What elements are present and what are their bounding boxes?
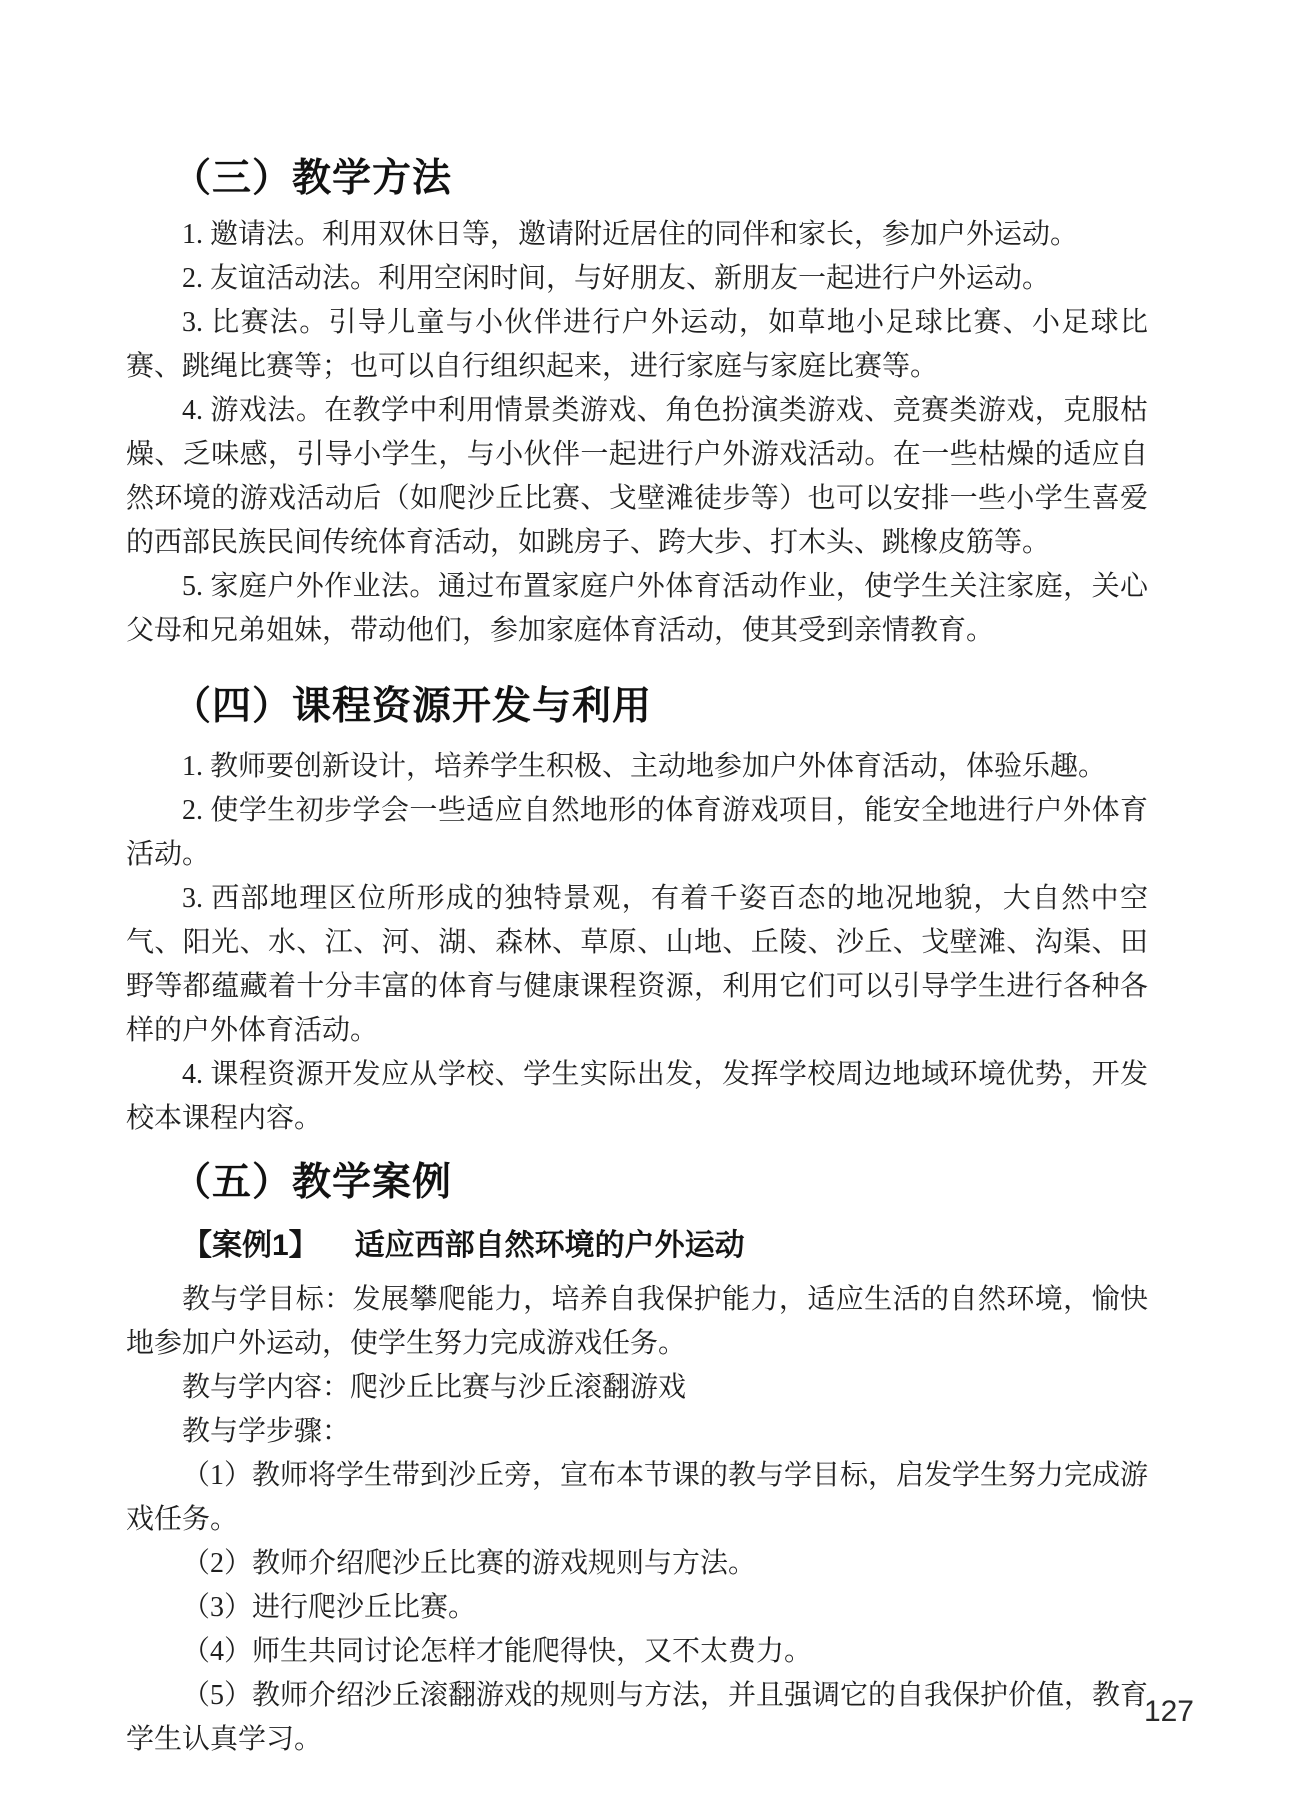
page-number: 127 xyxy=(1143,1695,1194,1728)
paragraph: 3. 西部地理区位所形成的独特景观，有着千姿百态的地况地貌，大自然中空气、阳光、水、江、河、湖、森林、草原、山地、丘陵、沙丘、戈壁滩、沟渠、田野等都蕴藏着十分丰富的体育与健康课程资源，利用它们可以引导学生进行各种各样的户外体育活动。 xyxy=(126,883,1148,1046)
paragraph: （5）教师介绍沙丘滚翻游戏的规则与方法，并且强调它的自我保护价值，教育学生认真学习。 xyxy=(126,1680,1149,1755)
case-1-title: 适应西部自然环境的户外运动 xyxy=(354,1229,745,1262)
paragraph: （4）师生共同讨论怎样才能爬得快，又不太费力。 xyxy=(182,1636,813,1667)
paragraph: 1. 邀请法。利用双休日等，邀请附近居住的同伴和家长，参加户外运动。 xyxy=(182,219,1079,250)
paragraph: 3. 比赛法。引导儿童与小伙伴进行户外运动，如草地小足球比赛、小足球比赛、跳绳比赛等；也可以自行组织起来，进行家庭与家庭比赛等。 xyxy=(126,307,1148,382)
paragraph: 教与学内容：爬沙丘比赛与沙丘滚翻游戏 xyxy=(182,1372,687,1403)
paragraph: 2. 友谊活动法。利用空闲时间，与好朋友、新朋友一起进行户外运动。 xyxy=(182,263,1051,294)
paragraph: 教与学步骤： xyxy=(182,1416,351,1447)
paragraph: （3）进行爬沙丘比赛。 xyxy=(182,1592,477,1623)
paragraph: （2）教师介绍爬沙丘比赛的游戏规则与方法。 xyxy=(182,1548,757,1579)
text-block xyxy=(126,0,1148,1762)
paragraph: 4. 课程资源开发应从学校、学生实际出发，发挥学校周边地域环境优势，开发校本课程内容。 xyxy=(126,1059,1148,1134)
case-1-label: 【案例1】 xyxy=(182,1229,319,1262)
heading-teaching-cases: （五）教学案例 xyxy=(172,1161,453,1204)
paragraph: 教与学目标：发展攀爬能力，培养自我保护能力，适应生活的自然环境，愉快地参加户外运动，使学生努力完成游戏任务。 xyxy=(126,1284,1148,1359)
heading-curriculum-resources: （四）课程资源开发与利用 xyxy=(172,685,653,728)
case-1-heading xyxy=(126,1226,1148,1266)
paragraph: （1）教师将学生带到沙丘旁，宣布本节课的教与学目标，启发学生努力完成游戏任务。 xyxy=(126,1460,1149,1535)
heading-teaching-methods: （三）教学方法 xyxy=(172,157,453,200)
paragraph: 5. 家庭户外作业法。通过布置家庭户外体育活动作业，使学生关注家庭，关心父母和兄弟姐妹，带动他们，参加家庭体育活动，使其受到亲情教育。 xyxy=(126,571,1148,646)
paragraph: 4. 游戏法。在教学中利用情景类游戏、角色扮演类游戏、竞赛类游戏，克服枯燥、乏味感，引导小学生，与小伙伴一起进行户外游戏活动。在一些枯燥的适应自然环境的游戏活动后（如爬沙丘比赛、戈壁滩徒步等）也可以安排一些小学生喜爱的西部民族民间传统体育活动，如跳房子、跨大步、打木头、跳橡皮筋等。 xyxy=(126,395,1148,558)
paragraph: 2. 使学生初步学会一些适应自然地形的体育游戏项目，能安全地进行户外体育活动。 xyxy=(126,795,1148,870)
paragraph: 1. 教师要创新设计，培养学生积极、主动地参加户外体育活动，体验乐趣。 xyxy=(182,751,1107,782)
